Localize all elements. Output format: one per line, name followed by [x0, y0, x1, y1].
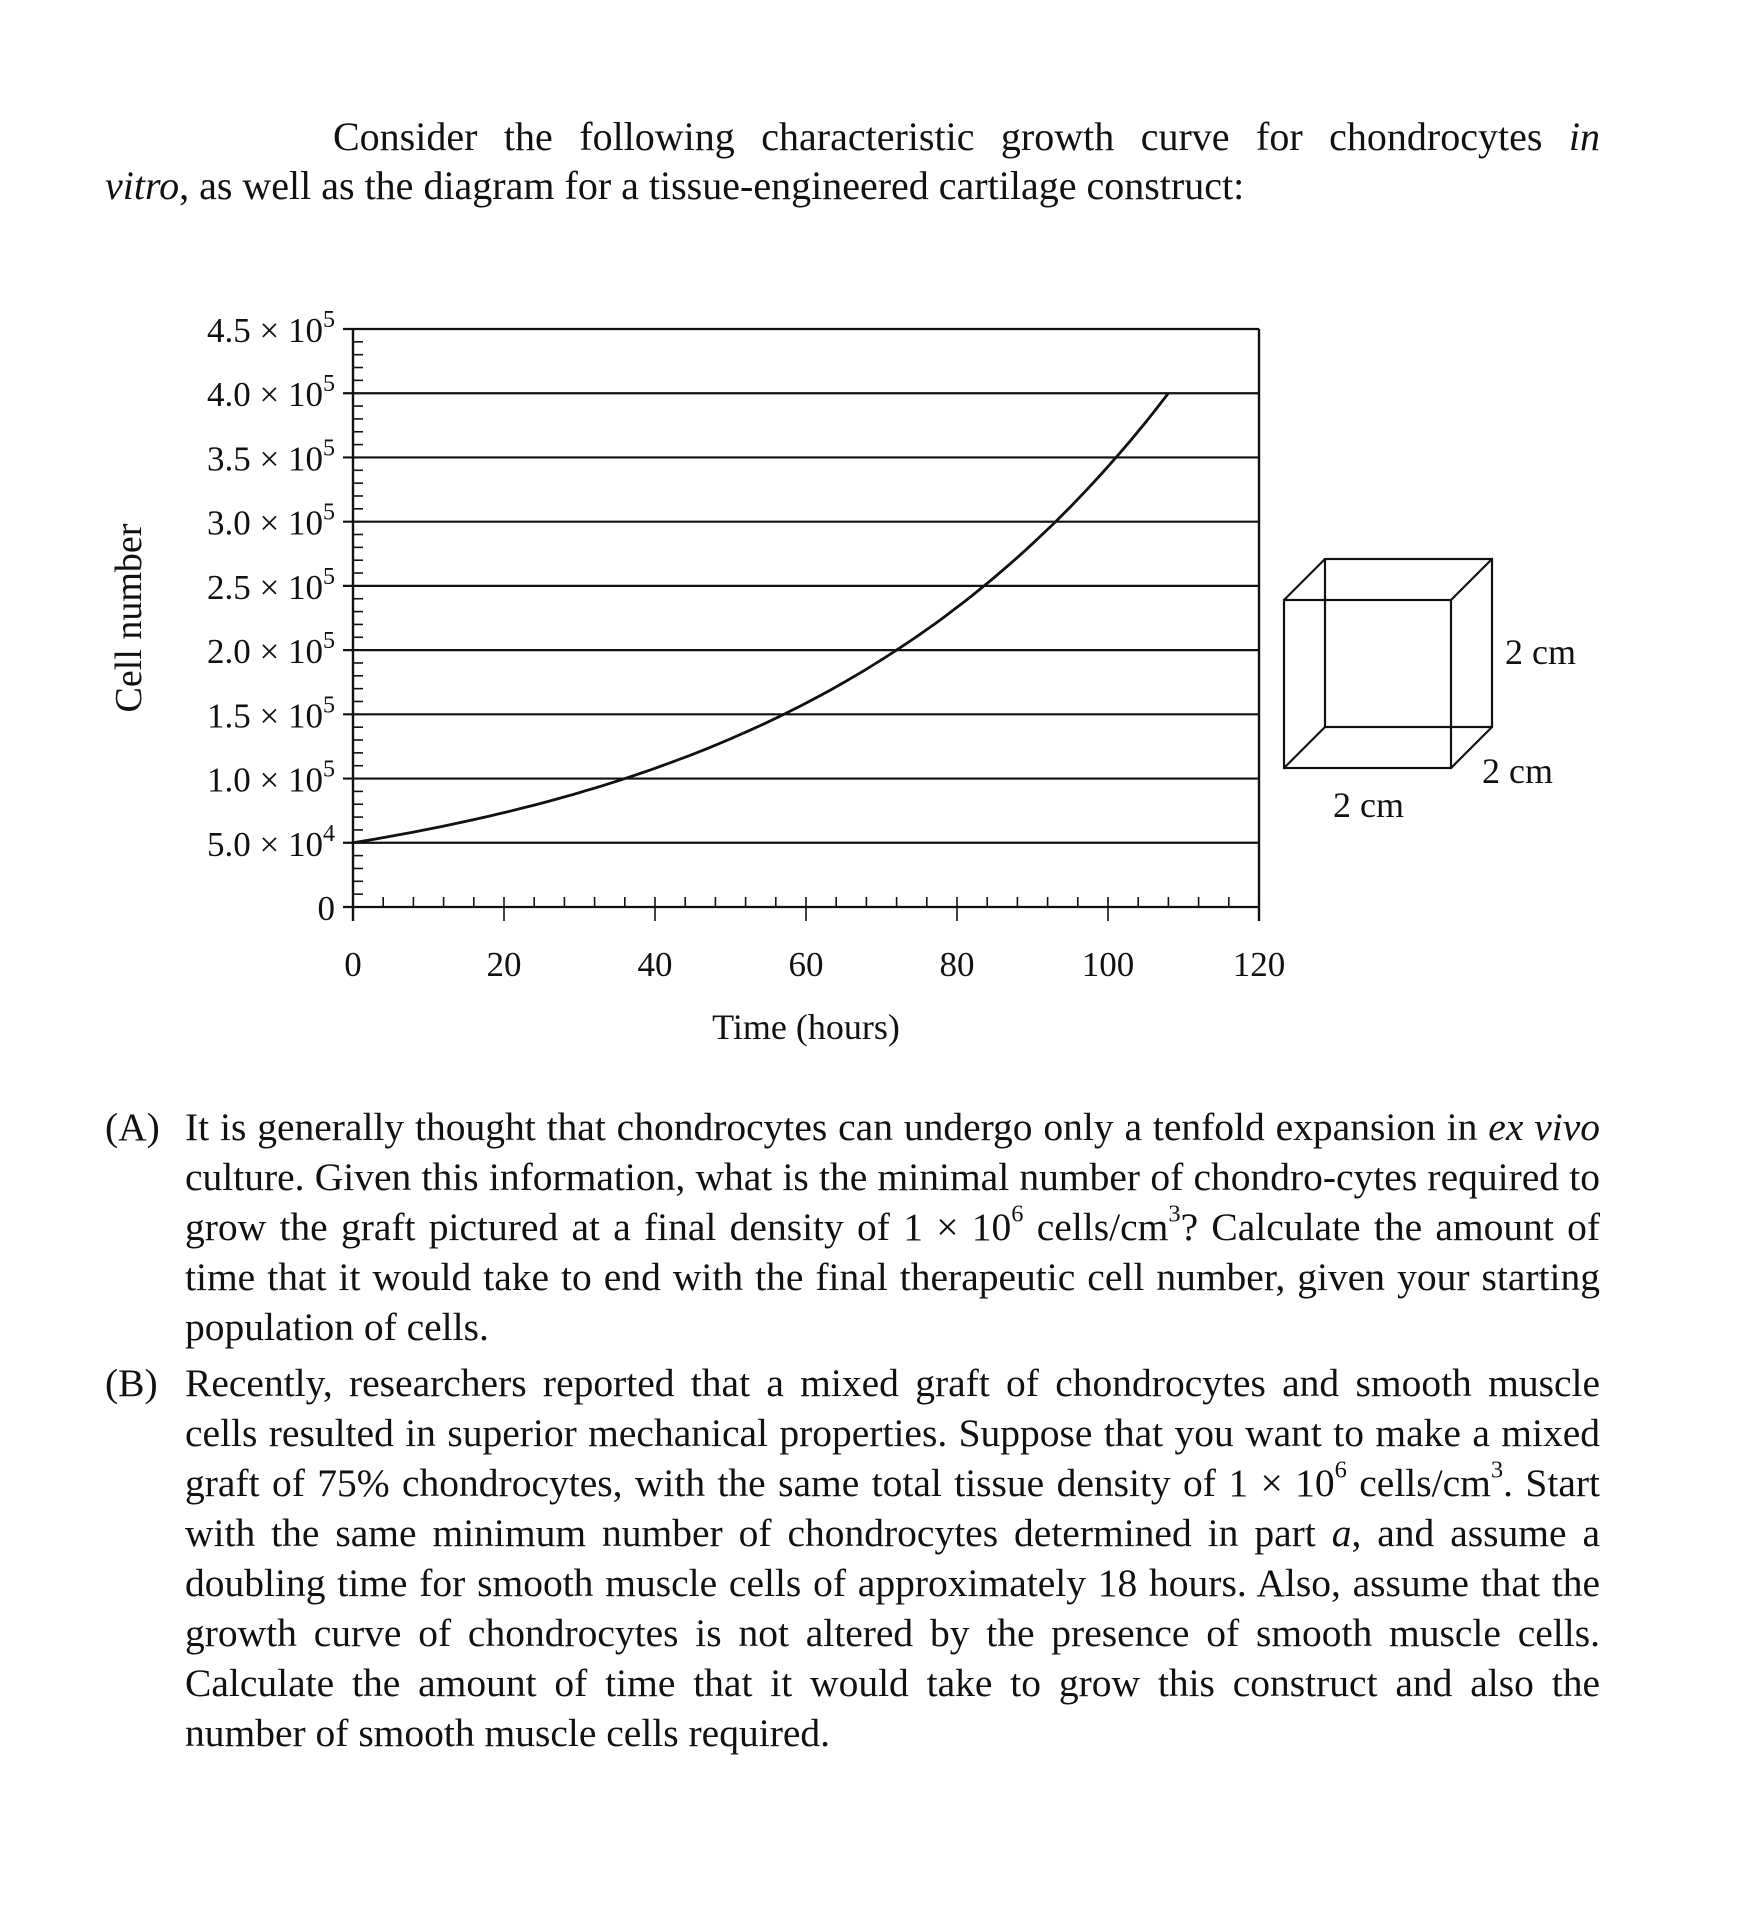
y-tick-label: $5.0 \times 10^4$ [207, 820, 335, 864]
x-tick-label: 80 [939, 945, 975, 984]
question-b [105, 1358, 1600, 1758]
question-a [105, 1102, 1600, 1352]
cube-height-label: 2 cm [1505, 632, 1576, 672]
intro-text-2: , as well as the diagram for a tissue-engineered cartilage construct: [179, 163, 1245, 208]
y-tick-label: $4.0 \times 10^5$ [207, 371, 335, 415]
y-tick-label: $3.0 \times 10^5$ [207, 499, 335, 543]
question-text [185, 1102, 1600, 1352]
growth-curve-line [353, 393, 1168, 843]
cube-width-label: 2 cm [1333, 785, 1404, 825]
intro-text: Consider the following characteristic growth curve for chondrocytes [333, 114, 1569, 159]
question-text [185, 1358, 1600, 1758]
y-tick-label: $2.5 \times 10^5$ [207, 563, 335, 607]
superscript: 3 [1490, 1456, 1504, 1484]
superscript: 3 [1168, 1200, 1181, 1228]
question-label: (A) [105, 1105, 160, 1149]
x-tick-label: 20 [486, 945, 522, 984]
superscript: 6 [1011, 1200, 1024, 1228]
text-run: . Start with the same minimum number of chondrocytes determined in part [185, 1461, 1600, 1555]
x-tick-label: 60 [788, 945, 824, 984]
questions-list [105, 1102, 1600, 1764]
text-run: ? Calculate the amount of time that it would take to end with the final therapeutic cell number, given your starting population of cells. [185, 1205, 1601, 1349]
x-tick-label: 120 [1232, 945, 1286, 984]
italic-text: ex vivo [1488, 1105, 1600, 1149]
y-axis-label: Cell number [108, 523, 150, 713]
text-run: culture. Given this information, what is the minimal number of chondro-cytes required to grow the graft pictured at a final density of 1 × 10 [185, 1155, 1600, 1249]
y-tick-label: $1.5 \times 10^5$ [207, 692, 335, 736]
intro-italic: in [1568, 114, 1600, 159]
x-axis-label: Time (hours) [712, 1007, 900, 1047]
superscript: 6 [1334, 1456, 1347, 1484]
y-tick-label: $4.5 \times 10^5$ [207, 307, 335, 350]
italic-text: a [1331, 1511, 1352, 1555]
cartilage-cube-diagram [1284, 559, 1576, 825]
x-tick-label: 40 [637, 945, 673, 984]
cube-depth-label: 2 cm [1482, 751, 1553, 791]
text-run: It is generally thought that chondrocytes can undergo only a tenfold expansion in [185, 1105, 1489, 1149]
growth-chart [108, 307, 1285, 1047]
y-tick-label: $1.0 \times 10^5$ [207, 756, 335, 800]
y-tick-label: $3.5 \times 10^5$ [207, 435, 335, 479]
intro-italic-vitro: vitro [105, 163, 180, 208]
y-tick-label: 0 [317, 889, 335, 928]
question-label: (B) [105, 1361, 158, 1405]
cube-icon [1284, 559, 1492, 768]
x-tick-label: 0 [344, 945, 362, 984]
text-run: cells/cm [1023, 1205, 1169, 1249]
x-tick-label: 100 [1081, 945, 1135, 984]
text-run: , and assume a doubling time for smooth muscle cells of approximately 18 hours. Also, assume that the growth curve of chondrocytes is not altered by the presence of smooth muscle cells. Calculate the amount of time that it would take to grow this construct and also the number of smooth muscle cells required. [185, 1511, 1600, 1755]
text-run: cells/cm [1346, 1461, 1491, 1505]
text-run: Recently, researchers reported that a mixed graft of chondrocytes and smooth muscle cells resulted in superior mechanical properties. Suppose that you want to make a mixed graft of 75% chondrocytes, with the same total tissue density of 1 × 10 [185, 1361, 1600, 1505]
y-tick-label: $2.0 \times 10^5$ [207, 628, 335, 672]
